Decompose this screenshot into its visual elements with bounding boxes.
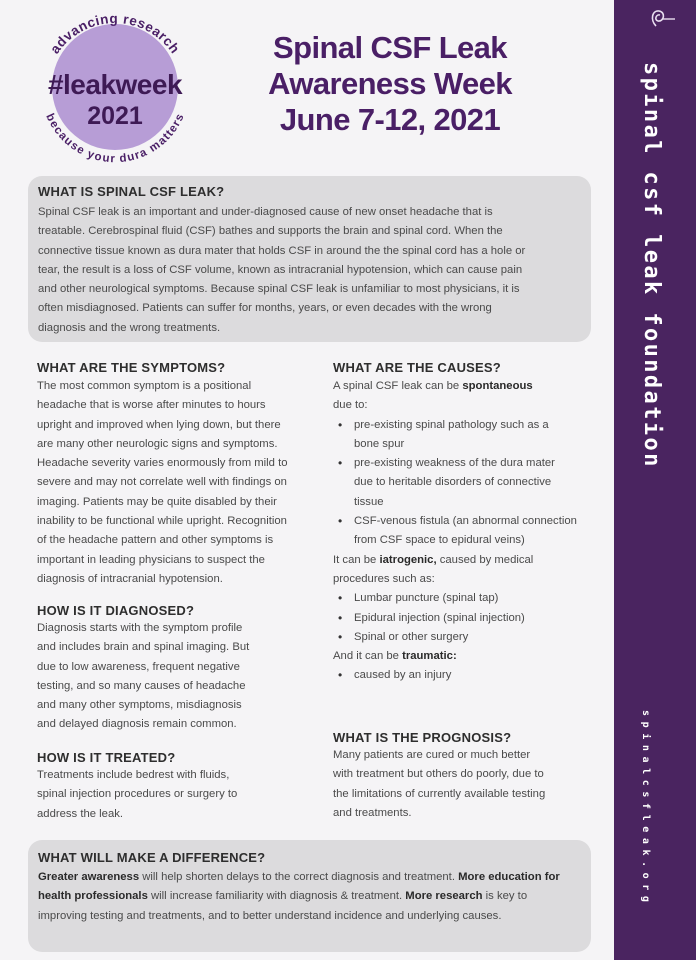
symptoms-line: are many other neurologic signs and symptoms. (37, 437, 278, 450)
diagnosed-line: Diagnosis starts with the symptom profile (37, 622, 243, 634)
diagnosed-line: due to low awareness, frequent negative (37, 660, 240, 673)
causes-traumatic (333, 647, 588, 666)
list-item: • CSF-venous fistula (an abnormal connection from CSF space to epidural veins) (333, 512, 579, 551)
difference-text-3: is key to improving testing and treatments, and to better understand incidence and underlying causes. (38, 890, 528, 922)
difference-box (28, 840, 591, 952)
what-is-line: tear, the result is a loss of CSF volume, known as intracranial hypotension, which can cause pain (38, 263, 523, 276)
causes-iatrogenic-bold: iatrogenic, (379, 553, 437, 566)
sidebar-org-name (629, 62, 685, 482)
prognosis-line: with treatment but others do poorly, due to (333, 768, 544, 781)
symptoms-line: inability to be functional while upright. Recognition (37, 515, 287, 528)
symptoms-line: Headache severity varies enormously from mild to (37, 457, 288, 470)
causes-traumatic-pre: And it can be (333, 650, 403, 663)
list-item: • caused by an injury (333, 666, 588, 685)
difference-body (38, 868, 578, 926)
causes-section (333, 360, 588, 686)
list-item: • Lumbar puncture (spinal tap) (333, 589, 588, 608)
list-item: • pre-existing weakness of the dura mater due to heritable disorders of connective tissue (333, 454, 569, 512)
what-is-line: diagnosis and the wrong treatments. (38, 321, 221, 334)
what-is-line: connective tissue known as dura mater that holds CSF in around the the spinal cord has a hole or (38, 244, 526, 257)
diagnosed-line: and many other symptoms, misdiagnosis (37, 699, 242, 712)
causes-heading: WHAT ARE THE CAUSES? (333, 360, 501, 375)
diagnosed-heading: HOW IS IT DIAGNOSED? (37, 603, 195, 618)
causes-intro-due: due to: (333, 399, 368, 412)
list-item: • Spinal or other surgery (333, 628, 588, 647)
causes-iatrogenic (333, 551, 573, 590)
badge-top-arc: advancing research (47, 14, 183, 57)
title-line-2: Awareness Week (268, 66, 512, 101)
symptoms-line: upright and improved when lying down, but there (37, 418, 281, 431)
causes-iatrogenic-post: caused by medical procedures such as: (333, 553, 534, 585)
treated-heading: HOW IS IT TREATED? (37, 750, 176, 765)
prognosis-line: and treatments. (333, 806, 412, 819)
sidebar-org-name-text: spinal csf leak foundation (639, 62, 664, 469)
iatrogenic-list (333, 589, 588, 647)
treated-line: address the leak. (37, 807, 124, 820)
badge-bottom-arc: because your dura matters (43, 111, 187, 164)
list-item: • pre-existing spinal pathology such as a bone spur (333, 416, 569, 455)
badge-year: 2021 (87, 102, 143, 130)
sidebar-url-text: spinalcsfleak.org (640, 710, 651, 908)
prognosis-heading: WHAT IS THE PROGNOSIS? (333, 730, 512, 745)
causes-iatrogenic-pre: It can be (333, 553, 380, 566)
difference-bold-2: More education for health professionals (38, 871, 560, 903)
causes-intro (333, 377, 588, 396)
symptoms-section (37, 360, 327, 589)
symptoms-line: diagnosis of intracranial hypotension. (37, 572, 223, 585)
difference-bold-1: Greater awareness (38, 871, 140, 883)
what-is-line: often misdiagnosed. Patients can suffer for months, years, or even decades with the wrong (38, 302, 492, 315)
treated-line: Treatments include bedrest with fluids, (37, 769, 230, 781)
what-is-box (28, 176, 591, 342)
treated-line: spinal injection procedures or surgery to (37, 788, 238, 801)
causes-traumatic-bold: traumatic: (402, 650, 457, 663)
title-line-3: June 7-12, 2021 (279, 102, 501, 137)
sidebar-url (640, 710, 651, 908)
difference-bold-3: More research (405, 890, 483, 903)
what-is-line: treatable. Cerebrospinal fluid (CSF) bathes and supports the brain and spinal cord. When the (38, 225, 503, 238)
list-item: • Epidural injection (spinal injection) (333, 609, 588, 628)
leakweek-badge (30, 14, 200, 164)
difference-text-2: will increase familiarity with diagnosis & treatment. (147, 890, 406, 903)
spontaneous-list (333, 416, 588, 551)
svg-text:advancing research (47, 14, 183, 56)
treated-section (37, 750, 327, 824)
symptoms-line: imaging. Patients may be quite disabled by their (37, 495, 277, 508)
what-is-line: Spinal CSF leak is an important and under-diagnosed cause of new onset headache that is (38, 206, 493, 218)
prognosis-line: Many patients are cured or much better (333, 749, 531, 761)
what-is-line: and other neurological symptoms. Because spinal CSF leak is unfamiliar to most physicians, it is (38, 283, 520, 296)
what-is-heading: WHAT IS SPINAL CSF LEAK? (38, 184, 225, 199)
ribbon-swirl-icon (648, 6, 678, 32)
diagnosed-line: and includes brain and spinal imaging. But (37, 641, 250, 654)
symptoms-line: important in leading physicians to suspect the (37, 553, 265, 566)
symptoms-line: severe and may not correlate well with findings on (37, 476, 287, 489)
badge-hashtag: #leakweek (47, 69, 183, 100)
diagnosed-line: testing, and so many causes of headache (37, 679, 246, 692)
prognosis-section (333, 730, 588, 823)
symptoms-line: of the headache pattern and other symptoms is (37, 534, 274, 547)
diagnosed-line: and delayed diagnosis remain common. (37, 718, 237, 731)
symptoms-line: headache that is worse after minutes to hours (37, 399, 266, 412)
title-line-1: Spinal CSF Leak (273, 30, 507, 65)
difference-heading: WHAT WILL MAKE A DIFFERENCE? (38, 850, 266, 865)
traumatic-list (333, 666, 588, 685)
symptoms-line: The most common symptom is a positional (37, 380, 252, 392)
page-title (250, 30, 530, 138)
symptoms-heading: WHAT ARE THE SYMPTOMS? (37, 360, 226, 375)
causes-spontaneous: spontaneous (462, 380, 533, 392)
prognosis-line: the limitations of currently available testing (333, 787, 546, 800)
difference-text-1: will help shorten delays to the correct diagnosis and treatment. (139, 871, 459, 883)
causes-intro-text: A spinal CSF leak can be (333, 380, 463, 392)
diagnosed-section (37, 603, 327, 735)
